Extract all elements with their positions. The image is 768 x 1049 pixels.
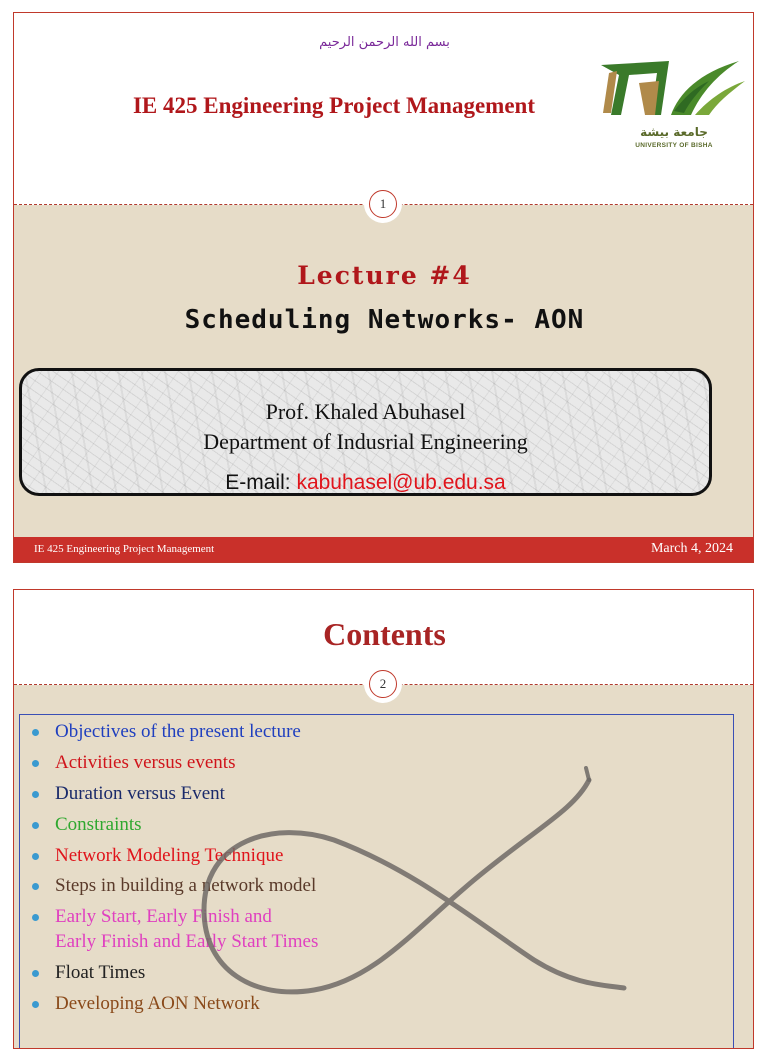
slide-1 [13, 12, 754, 563]
email-link[interactable]: kabuhasel@ub.edu.sa [296, 471, 506, 494]
slide-number-badge [364, 665, 402, 703]
bismillah-text: بسم الله الرحمن الرحيم [319, 35, 450, 50]
footer-date: March 4, 2024 [650, 541, 733, 556]
university-logo [599, 53, 749, 163]
contents-title: Contents [323, 616, 446, 652]
contents-item-text: Steps in building a network model [55, 875, 317, 896]
contents-item-text: Network Modeling Technique [55, 845, 284, 866]
slide-number-badge [364, 185, 402, 223]
slide-2 [13, 589, 754, 1049]
bullet-icon [32, 883, 39, 890]
contents-item-text: Constraints [55, 814, 142, 835]
university-logo-emblem-icon [599, 53, 749, 123]
department-name: Department of Indusrial Engineering [203, 429, 528, 454]
contents-item-text-line2: Early Finish and Early Start Times [55, 931, 319, 952]
lecture-number: Lecture #4 [297, 261, 472, 290]
contents-item-text: Float Times [55, 962, 146, 983]
slide-footer [14, 537, 753, 563]
instructor-name: Prof. Khaled Abuhasel [265, 399, 466, 424]
course-title: IE 425 Engineering Project Management [132, 93, 536, 118]
slide-number: 1 [369, 190, 397, 218]
contents-item-text: Objectives of the present lecture [55, 721, 301, 742]
logo-arabic-text: جامعة بيشة [640, 125, 708, 139]
contents-box [19, 714, 734, 1049]
email-label: E-mail: [225, 471, 291, 494]
bullet-icon [32, 760, 39, 767]
bullet-icon [32, 914, 39, 921]
bullet-icon [32, 791, 39, 798]
bullet-icon [32, 1001, 39, 1008]
instructor-info-box [19, 368, 712, 496]
footer-course-title: IE 425 Engineering Project Management [34, 543, 215, 555]
bullet-icon [32, 822, 39, 829]
bullet-icon [32, 729, 39, 736]
bullet-icon [32, 853, 39, 860]
logo-english-text: UNIVERSITY OF BISHA [635, 142, 713, 149]
contents-item-text: Duration versus Event [55, 783, 225, 804]
bullet-icon [32, 970, 39, 977]
slide-number: 2 [369, 670, 397, 698]
email-row [22, 471, 709, 495]
contents-item-text: Activities versus events [55, 752, 236, 773]
contents-item-text: Early Start, Early Finish and [55, 906, 272, 927]
contents-item-text: Developing AON Network [55, 993, 260, 1014]
lecture-topic: Scheduling Networks- AON [184, 305, 585, 335]
